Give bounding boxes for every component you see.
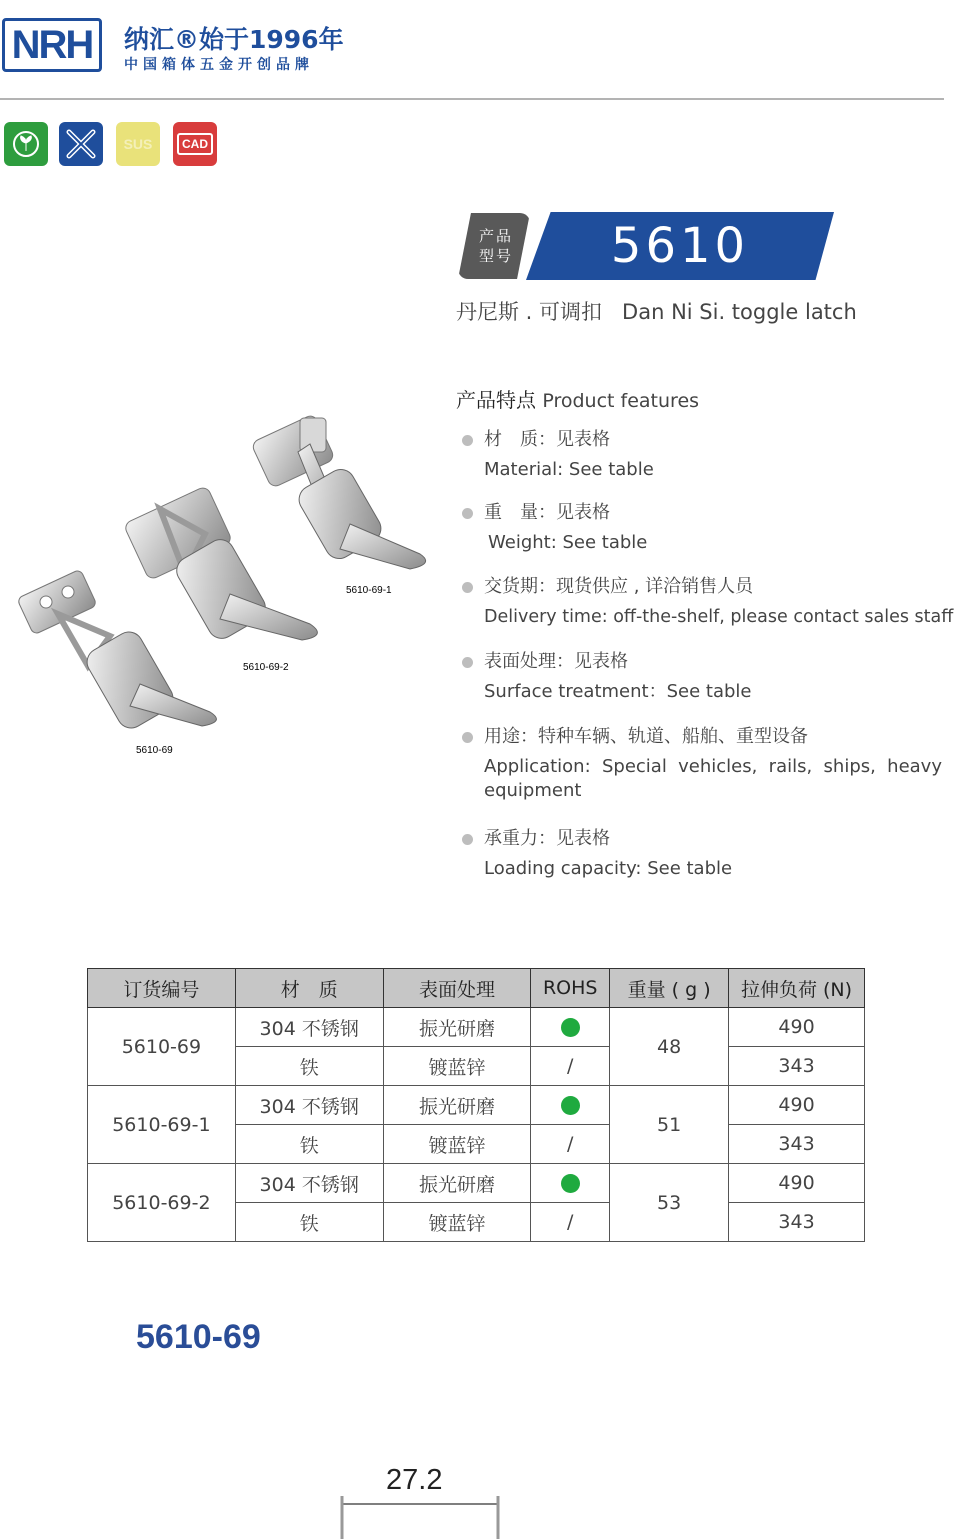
cad-icon-label: CAD (177, 133, 213, 155)
bullet-dot (462, 732, 473, 743)
material-cell: 铁 (235, 1047, 383, 1086)
feature-cn: 交货期：现货供应 , 详洽销售人员 (484, 576, 754, 597)
feature-material (462, 426, 952, 482)
rohs-compliant-icon (561, 1174, 580, 1193)
bullet-dot (462, 508, 473, 519)
header-material: 材 质 (235, 969, 383, 1008)
latch-5610-69-1 (251, 414, 426, 569)
load-cell: 490 (729, 1008, 865, 1047)
feature-cn: 材 质：见表格 (484, 429, 610, 450)
feature-cn: 用途：特种车辆、轨道、船舶、重型设备 (484, 726, 808, 747)
rohs-compliant-icon (561, 1018, 580, 1037)
weight-cell: 48 (610, 1008, 729, 1086)
latch-5610-69-2 (123, 485, 317, 643)
load-cell: 343 (729, 1203, 865, 1242)
brand-title: 纳汇®始于1996年 (124, 25, 344, 54)
rohs-cell: / (531, 1125, 610, 1164)
order-code-cell: 5610-69-2 (88, 1164, 236, 1242)
figure-label-5610-69-2: 5610-69-2 (243, 662, 289, 673)
cad-icon (173, 122, 217, 166)
dimension-line (336, 1496, 506, 1539)
load-cell: 490 (729, 1164, 865, 1203)
order-code-cell: 5610-69-1 (88, 1086, 236, 1164)
eco-leaf-icon (4, 122, 48, 166)
header-load: 拉伸负荷 (N) (729, 969, 865, 1008)
feature-application (462, 723, 952, 803)
dimension-value: 27.2 (386, 1464, 443, 1496)
load-cell: 343 (729, 1125, 865, 1164)
bullet-dot (462, 657, 473, 668)
material-cell: 304 不锈钢 (235, 1164, 383, 1203)
drawing-model-heading: 5610-69 (136, 1318, 261, 1356)
product-name: 丹尼斯 . 可调扣 Dan Ni Si. toggle latch (456, 300, 857, 324)
header-rohs: ROHS (531, 969, 610, 1008)
features-title-cn: 产品特点 (456, 388, 536, 412)
table-row (88, 1086, 865, 1125)
header-weight: 重量 ( g ) (610, 969, 729, 1008)
tools-icon (59, 122, 103, 166)
weight-cell: 53 (610, 1164, 729, 1242)
features-title-en: Product features (542, 390, 700, 412)
feature-cn: 承重力：见表格 (484, 828, 610, 849)
latch-5610-69 (17, 569, 217, 733)
feature-en: Delivery time: off-the-shelf, please contact sales staff (484, 607, 954, 627)
finish-cell: 镀蓝锌 (383, 1203, 531, 1242)
rohs-compliant-icon (561, 1096, 580, 1115)
nrh-logo: NRH (2, 18, 102, 72)
material-cell: 304 不锈钢 (235, 1008, 383, 1047)
table-header-row (88, 969, 865, 1008)
table-row (88, 1008, 865, 1047)
rohs-cell (531, 1008, 610, 1047)
material-cell: 铁 (235, 1203, 383, 1242)
feature-cn: 重 量：见表格 (484, 502, 610, 523)
table-row (88, 1164, 865, 1203)
finish-cell: 振光研磨 (383, 1164, 531, 1203)
rohs-cell (531, 1164, 610, 1203)
load-cell: 343 (729, 1047, 865, 1086)
rohs-cell: / (531, 1047, 610, 1086)
header-finish: 表面处理 (383, 969, 531, 1008)
finish-cell: 镀蓝锌 (383, 1047, 531, 1086)
finish-cell: 振光研磨 (383, 1086, 531, 1125)
brand-subtitle: 中国箱体五金开创品牌 (124, 57, 314, 73)
finish-cell: 镀蓝锌 (383, 1125, 531, 1164)
material-cell: 铁 (235, 1125, 383, 1164)
feature-en: Surface treatment：See table (484, 681, 752, 702)
model-number: 5610 (610, 218, 750, 274)
model-tag-label: 产品 型号 (478, 227, 513, 265)
bullet-dot (462, 834, 473, 845)
feature-delivery (462, 573, 952, 629)
feature-en: Material: See table (484, 459, 654, 480)
weight-cell: 51 (610, 1086, 729, 1164)
feature-cn: 表面处理：见表格 (484, 651, 628, 672)
order-code-cell: 5610-69 (88, 1008, 236, 1086)
header-divider (0, 98, 944, 100)
figure-label-5610-69-1: 5610-69-1 (346, 585, 392, 596)
figure-label-5610-69: 5610-69 (136, 745, 173, 756)
rohs-cell (531, 1086, 610, 1125)
sus-icon: SUS (116, 122, 160, 166)
features-title (456, 384, 699, 413)
bullet-dot (462, 582, 473, 593)
header-order-code: 订货编号 (88, 969, 236, 1008)
feature-en: Weight: See table (488, 532, 648, 553)
feature-loading (462, 825, 952, 881)
feature-en: Application: Special vehicles, rails, ships, heavy equipment (484, 756, 942, 801)
feature-weight (462, 499, 952, 555)
bullet-dot (462, 435, 473, 446)
spec-table (87, 968, 865, 1242)
material-cell: 304 不锈钢 (235, 1086, 383, 1125)
rohs-cell: / (531, 1203, 610, 1242)
feature-en: Loading capacity: See table (484, 858, 733, 879)
feature-surface (462, 648, 952, 704)
finish-cell: 振光研磨 (383, 1008, 531, 1047)
load-cell: 490 (729, 1086, 865, 1125)
product-illustration (10, 404, 440, 764)
